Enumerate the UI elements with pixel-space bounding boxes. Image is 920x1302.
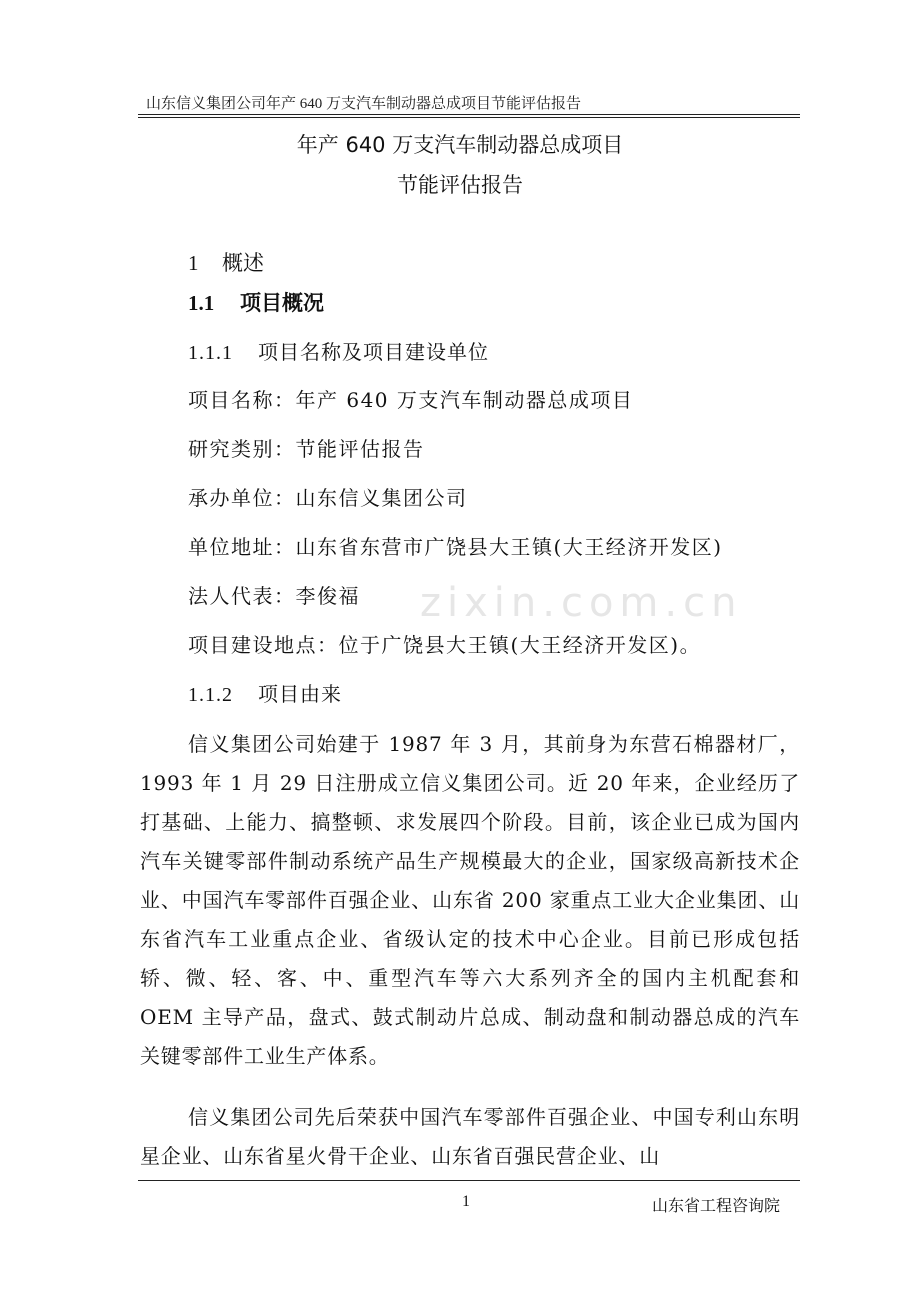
document-title-line-1: 年产 640 万支汽车制动器总成项目: [296, 133, 624, 157]
section-heading-1: [188, 247, 264, 277]
section-number: 1.1.2: [188, 684, 233, 706]
field-organizer: [188, 482, 468, 511]
field-value: 山东信义集团公司: [295, 486, 468, 510]
body-paragraph: 信义集团公司始建于 1987 年 3 月，其前身为东营石棉器材厂，1993 年 1 月 29 日注册成立信义集团公司。近 20 年来，企业经历了打基础、上能力、搞整顿、求发展四个阶段。目前，该企业已成为国内汽车关键零部件制动系统产品生产规模最大的企业，国家级高新技术企业、中国汽车零部件百强企业、山东省 200 家重点工业大企业集团、山东省汽车工业重点企业、省级认定的技术中心企业。目前已形成包括轿、微、轻、客、中、重型汽车等六大系列齐全的国内主机配套和 OEM 主导产品，盘式、鼓式制动片总成、制动盘和制动器总成的汽车关键零部件工业生产体系。: [140, 732, 800, 1068]
section-title: 项目概况: [240, 291, 324, 315]
field-label: 承办单位：: [188, 486, 296, 510]
section-title: 概述: [222, 251, 264, 275]
document-title-line-2: 节能评估报告: [397, 173, 523, 197]
body-paragraph: 信义集团公司先后荣获中国汽车零部件百强企业、中国专利山东明星企业、山东省星火骨干企业、山东省百强民营企业、山: [140, 1105, 800, 1168]
field-construction-site: [188, 629, 701, 658]
field-label: 项目名称：: [188, 388, 296, 412]
section-number: 1: [188, 251, 199, 275]
footer-organization: 山东省工程咨询院: [652, 1196, 781, 1215]
section-title: 项目名称及项目建设单位: [258, 340, 489, 364]
footer-rule: [138, 1180, 800, 1181]
section-heading-1-1-1: [188, 336, 489, 365]
field-value: 位于广饶县大王镇(大王经济开发区)。: [338, 633, 702, 657]
running-header: 山东信义集团公司年产 640 万支汽车制动器总成项目节能评估报告: [146, 96, 582, 112]
header-rule: [138, 114, 800, 115]
page-number: 1: [462, 1193, 470, 1210]
field-label: 单位地址：: [188, 535, 296, 559]
field-value: 李俊福: [295, 584, 360, 608]
field-research-type: [188, 433, 425, 462]
watermark: zixin.com.cn: [420, 580, 743, 626]
field-address: [188, 531, 723, 560]
field-value: 年产 640 万支汽车制动器总成项目: [295, 388, 634, 412]
section-title: 项目由来: [258, 682, 342, 706]
field-value: 节能评估报告: [295, 437, 425, 461]
section-heading-1-1: [188, 287, 324, 317]
field-legal-representative: [188, 580, 360, 609]
field-label: 研究类别：: [188, 437, 296, 461]
section-heading-1-1-2: [188, 678, 342, 707]
field-value: 山东省东营市广饶县大王镇(大王经济开发区): [295, 535, 723, 559]
section-number: 1.1: [188, 291, 215, 315]
field-label: 法人代表：: [188, 584, 296, 608]
section-number: 1.1.1: [188, 342, 233, 364]
field-label: 项目建设地点：: [188, 633, 339, 657]
header-rule-thin: [138, 117, 800, 118]
field-project-name: [188, 384, 633, 413]
